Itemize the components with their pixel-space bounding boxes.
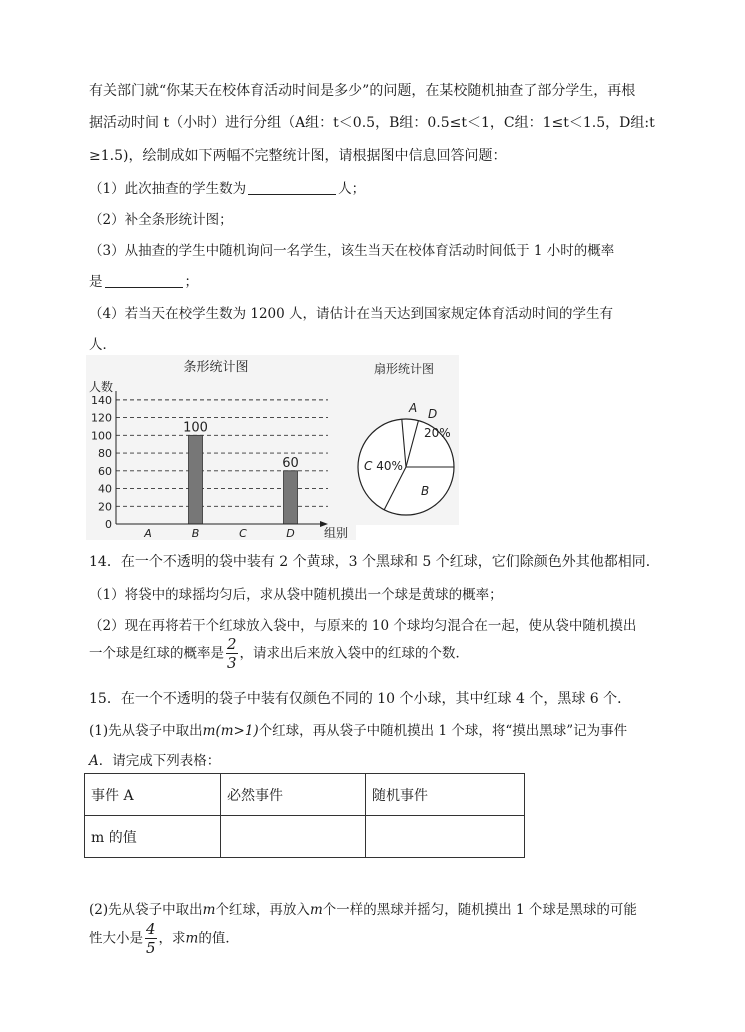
fraction-four-fifths [145,922,157,956]
pie-percent-label: 20% [424,426,451,440]
y-tick-label: 80 [98,447,112,461]
p14-line1: 14．在一个不透明的袋中装有 2 个黄球，3 个黑球和 5 个红球，它们除颜色外其他都相同． [89,554,660,570]
table-header-row [85,774,525,816]
variable-m: m [309,902,323,918]
p15-q2-prefix: 性大小是 [89,930,143,947]
p13-intro-line2: 据活动时间 t（小时）进行分组（A组：t＜0.5，B组：0.5≤t＜1，C组：1≤t＜1.5，D组:t [89,115,655,131]
fraction-numerator: 4 [146,920,156,938]
p15-q2-text-a: (2)先从袋子中取出 [89,902,203,918]
y-tick-label: 0 [105,518,112,531]
p13-question-3-line2 [89,270,198,290]
fraction-denominator: 3 [227,654,237,672]
table-header-certain: 必然事件 [221,774,366,816]
p15-q1-text-b: 个红球，再从袋子中随机摸出 1 个球，将“摸出黑球”记为事件 [258,723,628,739]
p15-question-1-line1 [89,719,627,739]
p13-intro-line1: 有关部门就“你某天在校体育活动时间是多少”的问题，在某校随机抽查了部分学生，再根 [89,83,636,99]
y-tick-label: 20 [98,500,112,514]
p13-q3-prefix: 是 [89,274,103,290]
bar-chart-title: 条形统计图 [183,360,249,375]
p13-intro-line3: ≥1.5)，绘制成如下两幅不完整统计图，请根据图中信息回答问题： [89,148,507,164]
y-tick-label: 40 [98,482,112,496]
p13-question-1 [89,177,365,197]
x-tick-label: A [144,527,152,540]
fraction-numerator: 2 [227,635,237,653]
bar-chart-xlabel: 组别 [324,526,349,540]
p15-q1-condition: (m>1) [215,723,259,739]
p15-line1: 15．在一个不透明的袋子中装有仅颜色不同的 10 个小球，其中红球 4 个，黑球 6 个． [89,691,632,707]
event-a-label: A [89,753,99,769]
pie-slice-label: C 40% [364,459,403,473]
p15-question-1-line2 [89,749,220,769]
table-row [85,816,525,858]
bar-data-label: 100 [183,420,208,436]
x-tick-label: C [239,527,247,540]
y-tick-label: 120 [91,411,112,425]
bar [284,471,298,524]
pie-slice-label: B [421,484,430,498]
p15-q1-text-a: (1)先从袋子中取出 [89,723,203,739]
p14-q2-prefix: 一个球是红球的概率是 [89,645,224,662]
p13-question-2: （2）补全条形统计图； [89,212,233,228]
x-tick-label: B [191,527,200,540]
answer-blank[interactable] [248,180,336,195]
x-tick-label: D [286,527,295,540]
table-header-event: 事件 A [85,774,221,816]
p13-question-4-line1: （4）若当天在校学生数为 1200 人，请估计在当天达到国家规定体育活动时间的学生有 [89,306,614,322]
p15-q1-instruction: ．请完成下列表格： [98,753,221,769]
p14-question-1: （1）将袋中的球摇均匀后，求从袋中随机摸出一个球是黄球的概率； [89,587,503,603]
p15-question-2-line2 [89,922,239,956]
event-table [84,773,525,858]
pie-slice-label: D [428,407,438,421]
p14-q2-suffix: ，请求出后来放入袋中的红球的个数． [239,645,470,662]
p15-q2-mid: ，求 [158,930,186,947]
p14-question-2-line2 [89,637,469,671]
p13-q1-prefix: （1）此次抽查的学生数为 [89,181,247,197]
p13-question-3-line1: （3）从抽查的学生中随机询问一名学生，该生当天在校体育活动时间低于 1 小时的概率 [89,243,615,259]
pie-chart-title: 扇形统计图 [373,362,435,376]
variable-m: m [202,723,216,739]
pie-slice-label: A [409,401,418,415]
y-tick-label: 60 [98,464,112,478]
table-cell-random-answer[interactable] [366,816,525,858]
bar [189,435,203,524]
pie-chart [354,355,459,525]
table-row-label-m: m 的值 [85,816,221,858]
p15-q2-text-c: 个一样的黑球并摇匀，随机摸出 1 个球是黑球的可能 [322,902,637,918]
table-header-random: 随机事件 [366,774,525,816]
p13-question-4-line2: 人． [89,337,116,353]
table-cell-certain-answer[interactable] [221,816,366,858]
y-tick-label: 100 [91,429,112,443]
y-tick-label: 140 [91,393,112,407]
p15-question-2-line1 [89,898,637,918]
bar-chart-ylabel: 人数 [89,380,114,394]
p13-q3-suffix: ； [184,274,198,290]
p15-q2-suffix: 的值． [198,930,239,947]
variable-m: m [202,902,216,918]
p14-question-2-line1: （2）现在再将若干个红球放入袋中，与原来的 10 个球均匀混合在一起，使从袋中随机摸出 [89,618,637,634]
answer-blank[interactable] [105,273,183,288]
fraction-two-thirds [226,637,238,671]
variable-m: m [185,930,199,947]
p15-q2-text-b: 个红球，再放入 [215,902,310,918]
bar-chart [86,355,356,540]
p13-q1-suffix: 人； [338,181,366,197]
bar-data-label: 60 [282,455,299,471]
fraction-denominator: 5 [146,939,156,957]
